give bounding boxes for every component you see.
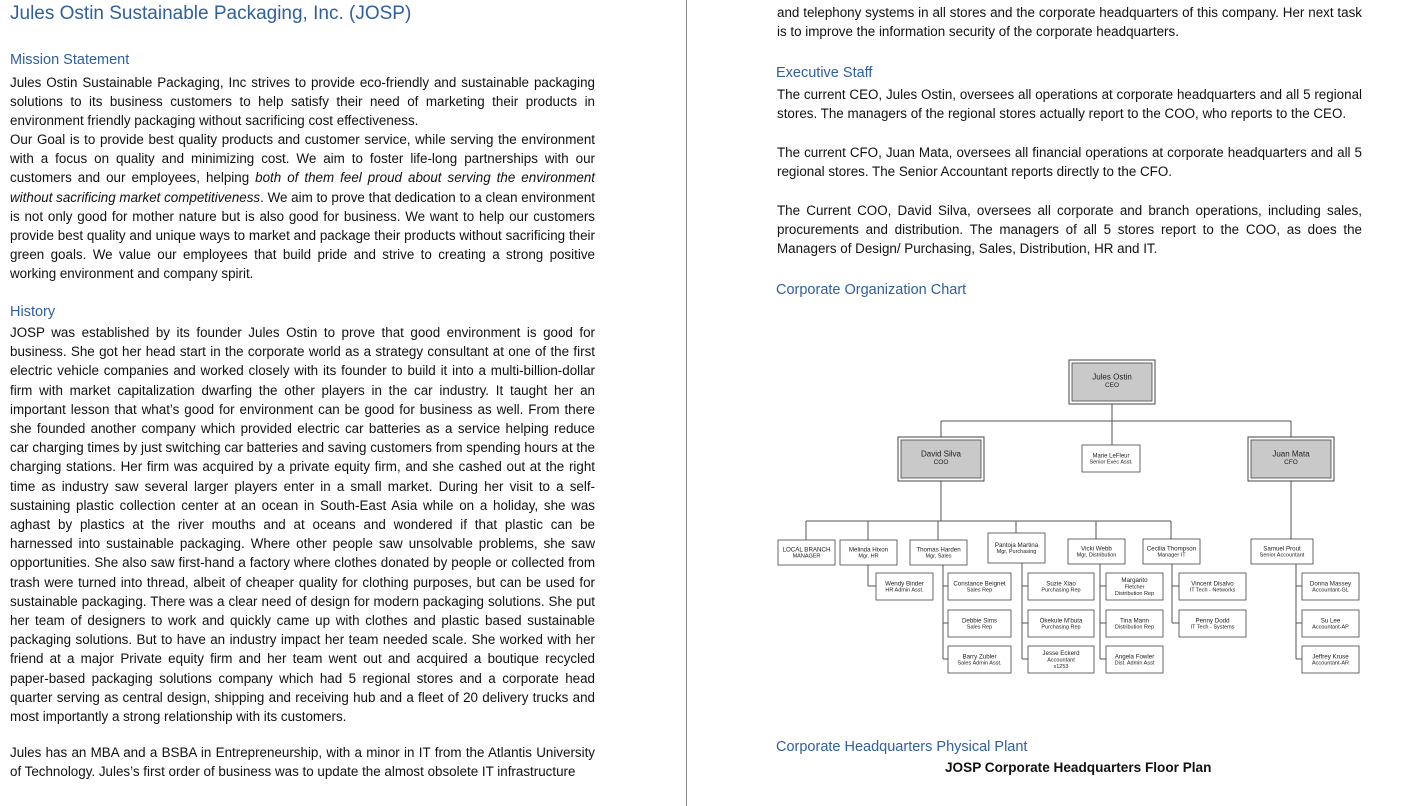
org-node-sr-acct [1251,539,1313,564]
org-node-ceo [1069,360,1155,404]
org-node-acct1 [1302,573,1359,600]
org-node-name: Jeffrey Kruse [1312,653,1349,661]
org-node-name: Cecilia Thompson [1146,545,1197,553]
org-node-dist1 [1106,573,1163,600]
org-node-title: HR Admin Asst. [885,587,924,594]
org-node-acct3 [1302,646,1359,673]
org-node-name: Wendy Binder [885,580,924,588]
org-node-name: Margarito [1121,577,1148,585]
history-paragraph-2: Jules has an MBA and a BSBA in Entrepreneurship, with a minor in IT from the Atlantis University of Technology. Jules’s first order of business was to update the almost obsolete IT infrastructure [10,745,595,780]
history-heading: History [10,304,56,320]
org-node-dist2 [1106,610,1163,637]
org-chart-heading: Corporate Organization Chart [776,282,967,298]
org-node-hr-mgr [840,540,897,565]
mission-paragraph-2: Our Goal is to provide best quality products and customer service, while serving the environment with a focus on quality and minimizing cost. We aim to foster life-long partnerships with our customers and our employees, helping both of them feel proud about serving the environment without sacrificing market competitiveness. We aim to prove that dedication to a clean environment is not only good for mother nature but is also good for business. We want to help our customers provide best quality and unique ways to market and package their products without sacrificing their green goals. We value our employees that build pride and strive to creating a strong positive working environment and company spirit. [10,132,595,282]
org-node-name: Barry Zubler [962,653,997,661]
org-node-name: David Silva [920,449,962,459]
org-node-name: Samuel Prout [1263,545,1301,553]
org-node-title: COO [933,458,949,466]
org-node-name: Suzie Xiao [1046,580,1076,588]
org-node-title: Sales Rep [966,624,993,631]
history-paragraph-1: JOSP was established by its founder Jules Ostin to prove that good environment is good for business. She got her head start in the corporate world as a strategy consultant at one of the first electric vehicle companies and worked closely with its founder to build it into a multi-billion-dollar firm with market capitalization dwarfing the other players in the car industry. It taught her an important lesson that what’s good for environment can be good for business as well. From there she founded another company which provided electric car batteries as a service helping reduce car charging times by just switching car batteries and saving customers from spending hours at the charging stations. Her firm was acquired by a private equity firm, and she cashed out at the right time as industry saw several larger players enter in a small market. During her visit to a self-sustaining plastic collection center at an ocean in South-East Asia while on a holiday, she was aghast by plastics at the river mouths and at oceans and wondered if that plastic can be harnessed into sustainable packaging. Where other people saw unsolvable problems, she saw opportunities. She also saw first-hand a factory where clothes donated by people or collected from trash were turned into thread, albeit of cheaper quality for clothing purposes, but can be used for sustainable packaging. There was a clear need of design for modern packaging solutions. She put her team of designers to work and quickly came up with clothes and plastic based sustainable packaging solutions. But to have an industry impact her team needed scale. She worked with her friend at a major Private equity firm and her team went out and acquired a boutique recycled paper-based packaging solutions company which had 5 regional stores and a corporate head quarter serving as central design, shipping and receiving hub and a fleet of 20 delivery trucks and most importantly a strong relationship with its customers. [10,325,596,725]
org-node-name: Su Lee [1320,617,1341,625]
executive-paragraph-3: The Current COO, David Silva, oversees all corporate and branch operations, including sales, procurements and distribution. The managers of all 5 stores report to the COO, as does the Managers of Design/ Purchasing, Sales, Distribution, HR and IT. [777,203,1362,257]
org-node-title: Mgr, Purchasing [996,549,1037,556]
org-node-title: Fletcher [1124,584,1145,591]
org-node-name: Debbie Sims [961,617,998,625]
org-node-purch-mgr [988,533,1045,563]
executive-paragraph-2: The current CFO, Juan Mata, oversees all financial operations at corporate headquarters and all 5 regional stores. The Senior Accountant reports directly to the CFO. [777,145,1362,180]
org-node-name: Constance Beignet [953,580,1006,588]
org-node-title: Distribution Rep [1114,624,1155,631]
org-node-title: Purchasing Rep [1041,624,1081,631]
org-node-name: Penny Dodd [1195,617,1230,625]
org-node-coo [898,437,984,481]
org-node-exec-asst [1082,445,1140,472]
org-node-title: Sales Admin Asst. [957,660,1002,667]
mission-paragraph-1: Jules Ostin Sustainable Packaging, Inc strives to provide eco-friendly and sustainable packaging solutions to its business customers to help satisfy their need of marketing their products in environment friendly packaging without sacrificing cost effectiveness. [10,75,595,129]
org-node-it1 [1179,573,1246,600]
org-node-it-mgr [1143,539,1200,564]
document-title: Jules Ostin Sustainable Packaging, Inc. (JOSP) [10,3,412,24]
physical-plant-heading: Corporate Headquarters Physical Plant [776,739,1028,755]
mission-heading: Mission Statement [10,52,130,68]
org-node-sales1 [948,573,1011,600]
org-node-acct2 [1302,610,1359,637]
org-node-sales-mgr [910,540,967,565]
org-node-purch3 [1028,646,1094,673]
executive-heading: Executive Staff [776,65,873,81]
org-node-title: x1253 [1053,663,1069,670]
org-node-hr-admin [876,573,933,600]
executive-paragraph-1: The current CEO, Jules Ostin, oversees all operations at corporate headquarters and all 5 regional stores. The managers of the regional stores actually report to the COO, who reports to the CEO. [777,87,1362,122]
org-node-title: Accountant [1047,657,1075,664]
org-node-name: Tina Mann [1119,617,1150,625]
org-node-title: Manager IT [1157,552,1186,559]
org-node-name: LOCAL BRANCH [782,546,831,554]
org-node-title: Senior Accountant [1259,552,1305,559]
org-node-title: Purchasing Rep [1041,587,1081,594]
org-node-title: Mgr, HR [858,553,879,560]
org-node-sales3 [948,646,1011,673]
org-node-title: MANAGER [792,553,821,560]
org-node-title: Distribution Rep [1114,590,1155,597]
org-node-name: Thomas Harden [916,546,961,554]
org-node-title: Accountant-AP [1312,624,1349,631]
org-node-name: Juan Mata [1272,449,1310,459]
left-page [0,0,686,806]
org-node-title: CEO [1104,381,1120,389]
org-node-it2 [1179,610,1246,637]
org-node-title: Mgr, Distribution [1076,552,1117,559]
org-node-title: CFO [1284,458,1298,466]
org-node-name: Donna Massey [1309,580,1352,588]
org-node-title: Accountant-AR [1312,660,1349,667]
org-node-sales2 [948,610,1011,637]
org-node-name: Pantoja Martina [994,541,1039,549]
floor-plan-caption: JOSP Corporate Headquarters Floor Plan [945,760,1212,775]
org-node-name: Vicki Webb [1081,545,1112,553]
org-node-local-branch [778,540,835,565]
org-node-title: IT Tech - Systems [1190,624,1235,631]
org-node-title: Accountant-GL [1312,587,1349,594]
org-node-dist-mgr [1068,539,1125,564]
org-node-name: Okekule M'buta [1039,617,1083,625]
org-node-name: Angela Fowler [1114,653,1155,661]
org-chart [770,350,1370,690]
org-node-title: Sales Rep [966,587,993,594]
org-node-title: Dist. Admin Asst [1114,660,1155,667]
mission-emphasis: both of them feel proud about serving the environment without sacrificing market competitiveness [10,170,595,205]
org-node-purch2 [1028,610,1094,637]
page-divider [686,0,687,806]
org-node-title: Mgr, Sales [925,553,952,560]
org-node-title: IT Tech - Networks [1189,587,1236,594]
org-node-cfo [1248,437,1334,481]
org-node-purch1 [1028,573,1094,600]
org-node-name: Marie LeFleur [1092,453,1130,460]
history-continuation: and telephony systems in all stores and the corporate headquarters of this company. Her next task is to improve the information security of the corporate headquarters. [777,5,1362,40]
org-node-name: Melinda Hixon [848,546,889,554]
org-node-name: Jules Ostin [1092,372,1132,382]
org-node-name: Jesse Eckerd [1042,650,1080,658]
org-node-dist3 [1106,646,1163,673]
org-node-name: Vincent Disalvo [1191,580,1234,588]
org-node-title: Senior Exec Asst. [1089,459,1133,466]
